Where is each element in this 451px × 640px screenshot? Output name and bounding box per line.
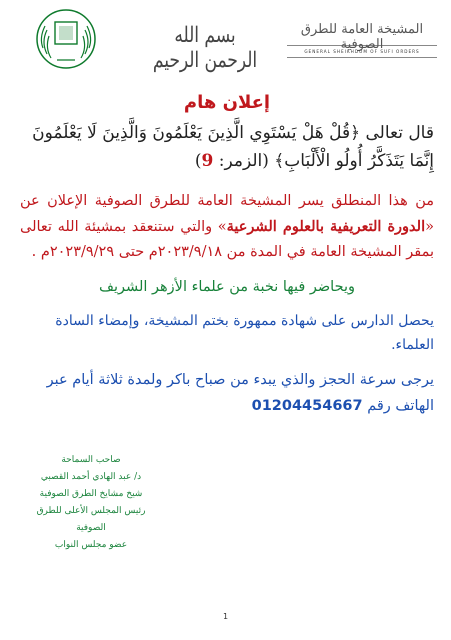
- announcement-title: إعلان هام: [183, 92, 271, 113]
- page-number: 1: [222, 612, 229, 621]
- announcement-paragraph: [20, 189, 434, 265]
- basmala-calligraphy: بسم الله الرحمن الرحيم: [152, 23, 258, 73]
- organization-name-arabic: المشيخة العامة للطرق الصوفية: [300, 22, 424, 52]
- organization-name-english: GENERAL SHEIKHDOM OF SUFI ORDERS: [304, 49, 420, 54]
- signature-role-2: رئيس المجلس الأعلى للطرق الصوفية: [36, 506, 146, 533]
- booking-text: يرجى سرعة الحجز والذي يبدء من صباح باكر ولمدة ثلاثة أيام عبر الهاتف رقم: [46, 372, 434, 414]
- announcement-body: [20, 92, 434, 419]
- signature-name: د/ عبد الهادي أحمد القصبي: [40, 472, 142, 482]
- lecturers-note: ويحاضر فيها نخبة من علماء الأزهر الشريف: [99, 279, 355, 295]
- verse-close: ): [194, 151, 202, 171]
- phone-number: 01204454667: [251, 398, 363, 414]
- sufi-orders-seal-logo: [35, 8, 97, 70]
- signature-role-3: عضو مجلس النواب: [54, 540, 128, 550]
- certificate-note: يحصل الدارس على شهادة ممهورة بختم المشيخة، وإمضاء السادة العلماء.: [55, 313, 434, 353]
- verse-number: 9: [201, 151, 214, 171]
- announcement-part1: من هذا المنطلق يسر المشيخة العامة للطرق الصوفية الإعلان عن «: [20, 193, 434, 235]
- letterhead-rule-bottom: [287, 57, 437, 58]
- announcement-part2: » والتي ستنعقد بمشيئة الله تعالى بمقر المشيخة العامة في المدة من ٢٠٢٣/٩/١٨م حتى ٢٠٢٣/٩/٢٩م .: [20, 219, 434, 260]
- seal-emblem-icon: [35, 8, 97, 70]
- signature-title: صاحب السماحة: [61, 455, 121, 465]
- booking-note: [20, 367, 434, 419]
- course-name: الدورة التعريفية بالعلوم الشرعية: [226, 218, 426, 235]
- letterhead: [0, 0, 451, 80]
- quran-verse: [20, 119, 434, 175]
- signature-role-1: شيخ مشايخ الطرق الصوفية: [39, 489, 143, 499]
- verse-text: قال تعالى ﴿قُلْ هَلْ يَسْتَوِي الَّذِينَ يَعْلَمُونَ وَالَّذِينَ لَا يَعْلَمُونَ إِنَّمَا يَتَذَكَّرُ أُولُو الْأَلْبَابِ﴾ (الزمر:: [32, 123, 434, 171]
- signature-block: [26, 452, 156, 554]
